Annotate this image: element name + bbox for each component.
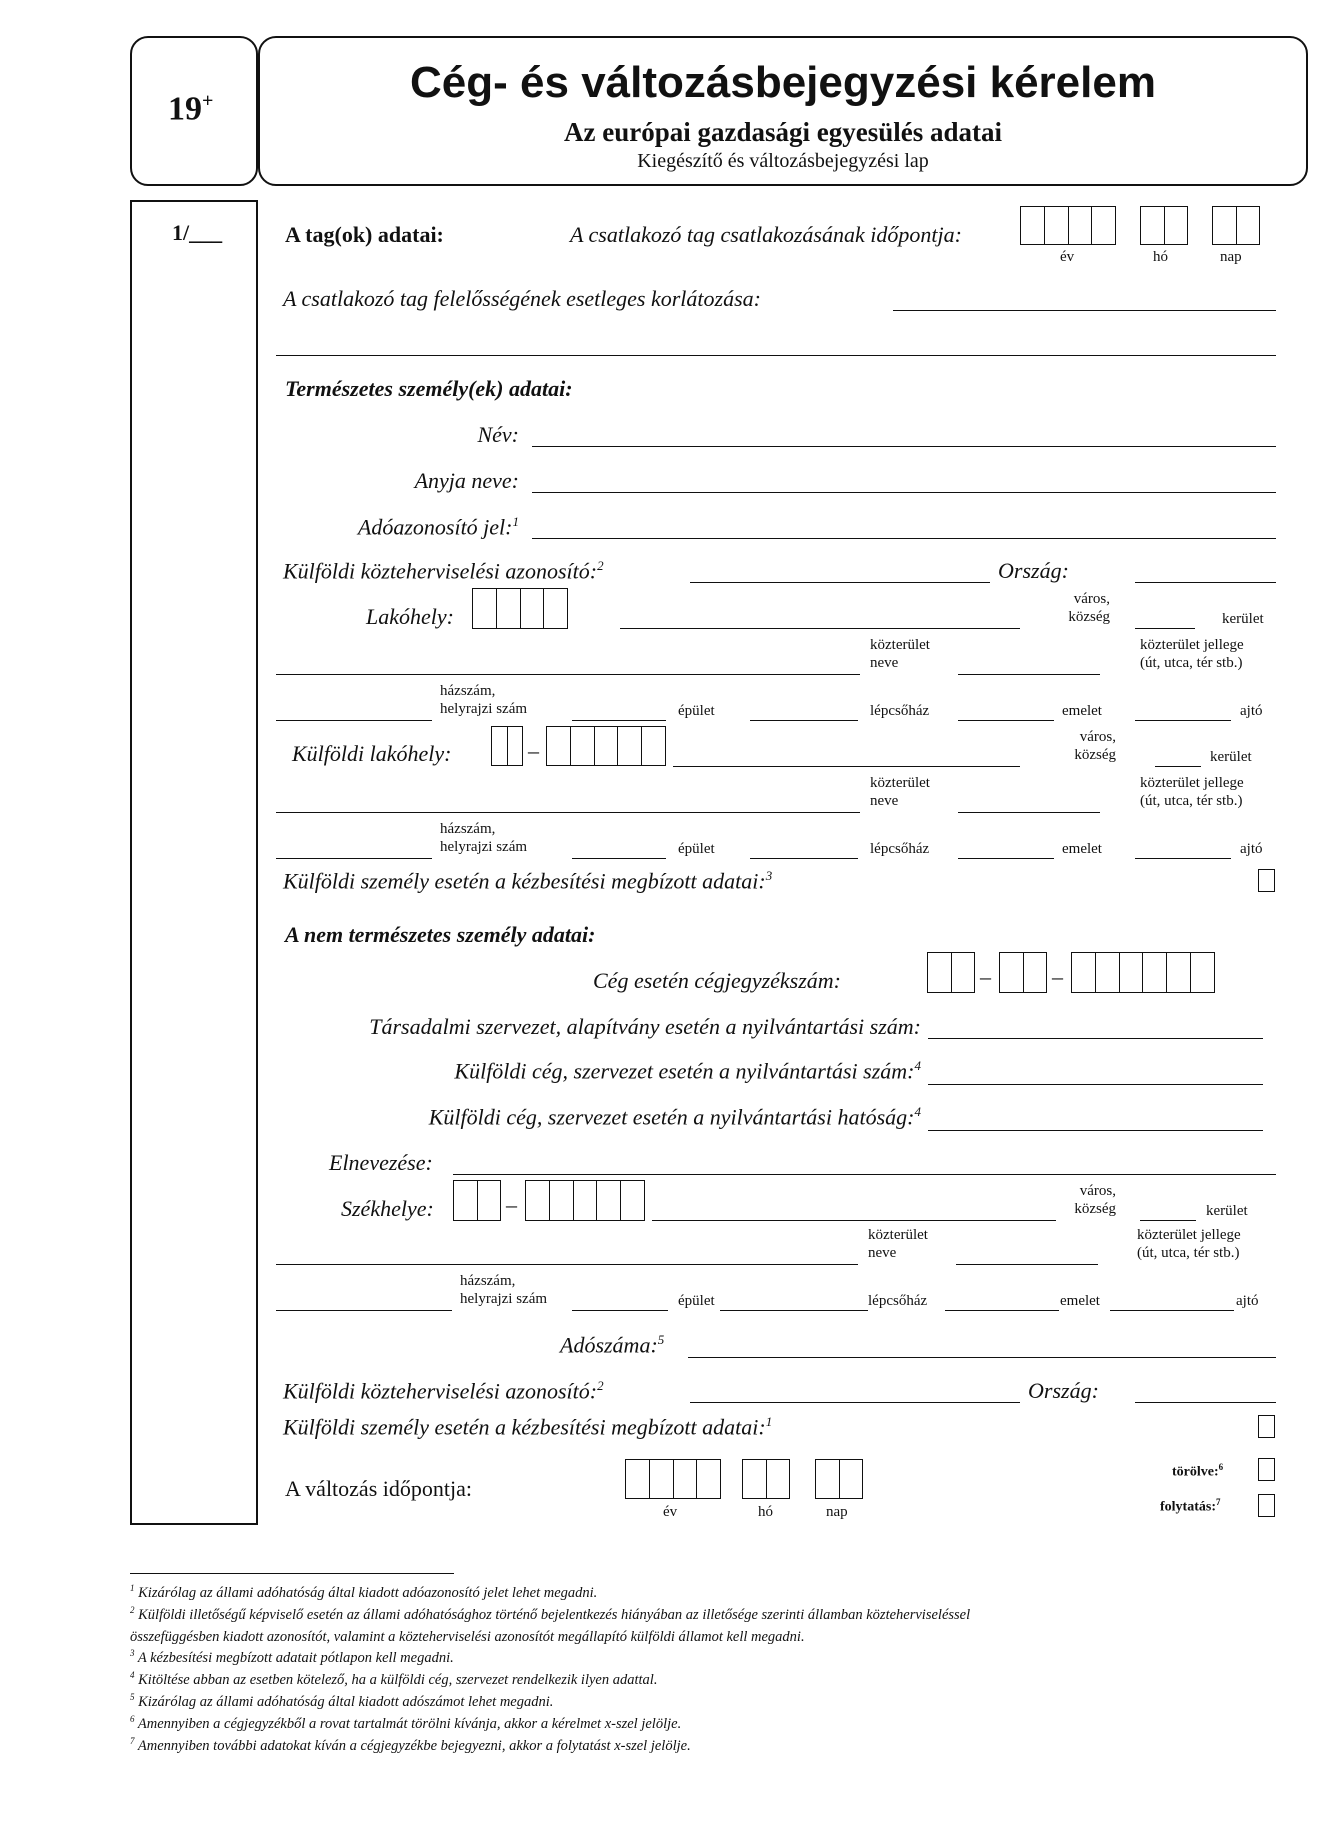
change-day-label: nap — [826, 1504, 848, 1520]
deleted-label: törölve:$^6$ — [1172, 1462, 1224, 1480]
name-label: Név: — [477, 422, 519, 447]
stairs-label: lépcsőház — [870, 703, 930, 719]
company-reg-part2[interactable] — [999, 952, 1047, 993]
title-box — [258, 36, 1308, 186]
join-month-field[interactable] — [1140, 206, 1188, 245]
continuation-label: folytatás:$^7$ — [1160, 1497, 1221, 1515]
legal-country-input[interactable] — [1135, 1402, 1276, 1403]
house-number-label: házszám, helyrajzi szám — [440, 683, 528, 717]
liability-input[interactable] — [893, 310, 1276, 311]
foreign-tax-input[interactable] — [690, 582, 990, 583]
country-label: Ország: — [998, 558, 1069, 583]
join-date-label: A csatlakozó tag csatlakozásának időpontja: — [570, 222, 962, 247]
delivery-agent-checkbox[interactable] — [1258, 869, 1275, 892]
foreign-auth-input[interactable] — [928, 1130, 1263, 1131]
footnote: $^6$ Amennyiben a cégjegyzékből a rovat tartalmát törölni kívánja, akkor a kérelmet x-szel jelölje. — [130, 1713, 682, 1732]
postcode-field[interactable] — [472, 588, 568, 629]
foreign-auth-label: Külföldi cég, szervezet esetén a nyilvántartási hatóság:$^4$ — [428, 1104, 921, 1130]
legal-foreign-tax-label: Külföldi közteherviselési azonosító:$^2$ — [283, 1378, 604, 1404]
seat-street-type-input[interactable] — [956, 1264, 1098, 1265]
foreign-residence-label: Külföldi lakóhely: — [292, 741, 452, 766]
seat-stairs-input[interactable] — [720, 1310, 868, 1311]
seat-street-name-input[interactable] — [276, 1264, 858, 1265]
join-day-field[interactable] — [1212, 206, 1260, 245]
foreign-district-label: kerület — [1210, 749, 1252, 765]
building-label: épület — [678, 703, 715, 719]
change-month-label: hó — [758, 1504, 773, 1520]
org-reg-input[interactable] — [928, 1038, 1263, 1039]
street-name-input[interactable] — [276, 674, 860, 675]
foreign-city-label: város, község — [1074, 729, 1116, 763]
month-label: hó — [1153, 249, 1168, 265]
liability-input-2[interactable] — [276, 355, 1276, 356]
foreign-stairs-input[interactable] — [750, 858, 858, 859]
legal-heading: A nem természetes személy adatai: — [285, 922, 596, 947]
legal-country-label: Ország: — [1028, 1378, 1099, 1403]
seat-house-number-input[interactable] — [276, 1310, 452, 1311]
foreign-tax-label: Külföldi közteherviselési azonosító:$^2$ — [283, 558, 604, 584]
company-reg-label: Cég esetén cégjegyzékszám: — [593, 968, 842, 993]
building-input[interactable] — [572, 720, 666, 721]
seat-district-input[interactable] — [1140, 1220, 1196, 1221]
legal-delivery-agent-label: Külföldi személy esetén a kézbesítési megbízott adatai:$^1$ — [283, 1414, 773, 1440]
legal-name-input[interactable] — [453, 1174, 1276, 1175]
floor-input[interactable] — [958, 720, 1054, 721]
page-subsubtitle: Kiegészítő és változásbejegyzési lap — [637, 150, 929, 172]
seat-door-label: ajtó — [1236, 1293, 1259, 1309]
org-reg-label: Társadalmi szervezet, alapítvány esetén a nyilvántartási szám: — [369, 1014, 921, 1039]
foreign-country-code-field[interactable] — [491, 726, 523, 766]
footnote: $^3$ A kézbesítési megbízott adatait pótlapon kell megadni. — [130, 1648, 454, 1667]
day-label: nap — [1220, 249, 1242, 265]
foreign-postcode-field[interactable] — [546, 726, 666, 766]
footnote: $^5$ Kizárólag az állami adóhatóság által kiadott adószámot lehet megadni. — [130, 1692, 554, 1710]
page-subtitle: Az európai gazdasági egyesülés adatai — [564, 117, 1002, 147]
row-number-column — [130, 200, 258, 1525]
district-input[interactable] — [1135, 628, 1195, 629]
footnote: összefüggésben kiadott azonosítót, valamint a közteherviselési azonosítót megállapító külföldi államot kell megadni. — [130, 1628, 805, 1645]
seat-floor-input[interactable] — [945, 1310, 1059, 1311]
foreign-floor-input[interactable] — [958, 858, 1054, 859]
row-number: 1/___ — [172, 220, 223, 245]
tax-id-label: Adóazonosító jel:$^1$ — [357, 514, 519, 540]
street-name-label: közterület neve — [870, 637, 930, 671]
seat-city-label: város, község — [1074, 1183, 1116, 1217]
country-input[interactable] — [1135, 582, 1276, 583]
company-reg-part1[interactable] — [927, 952, 975, 993]
foreign-street-type-label: közterület jellege (út, utca, tér stb.) — [1140, 775, 1244, 809]
change-year-field[interactable] — [625, 1459, 721, 1499]
continuation-checkbox[interactable] — [1258, 1494, 1275, 1517]
tax-number-label: Adószáma:$^5$ — [560, 1332, 665, 1358]
change-year-label: év — [663, 1504, 678, 1520]
mother-name-input[interactable] — [532, 492, 1276, 493]
name-input[interactable] — [532, 446, 1276, 447]
footnote: $^4$ Kitöltése abban az esetben kötelező, ha a külföldi cég, szervezet rendelkezik ilyen adattal. — [130, 1670, 658, 1689]
deleted-checkbox[interactable] — [1258, 1458, 1275, 1481]
footnote: $^2$ Külföldi illetőségű képviselő esetén az állami adóhatósághoz történő bejelentkezés hiányában az illetősége szerinti államban közteherviseléssel — [130, 1604, 971, 1623]
city-label: város, község — [1068, 591, 1110, 625]
footnote-separator — [130, 1573, 454, 1574]
seat-building-input[interactable] — [572, 1310, 668, 1311]
foreign-building-label: épület — [678, 841, 715, 857]
foreign-building-input[interactable] — [572, 858, 666, 859]
seat-building-label: épület — [678, 1293, 715, 1309]
form-number: 19+ — [168, 90, 214, 128]
legal-delivery-agent-checkbox[interactable] — [1258, 1415, 1275, 1438]
seat-stairs-label: lépcsőház — [868, 1293, 928, 1309]
footnote: $^1$ Kizárólag az állami adóhatóság által kiadott adóazonosító jelet lehet megadni. — [130, 1583, 598, 1601]
footnote: $^7$ Amennyiben további adatokat kíván a cégjegyzékbe bejegyezni, akkor a folytatást x-szel jelölje. — [130, 1735, 691, 1754]
stairs-input[interactable] — [750, 720, 858, 721]
foreign-house-number-label: házszám, helyrajzi szám — [440, 821, 528, 855]
city-input[interactable] — [620, 628, 1020, 629]
seat-street-type-label: közterület jellege (út, utca, tér stb.) — [1137, 1227, 1241, 1261]
foreign-street-type-input[interactable] — [958, 812, 1100, 813]
company-reg-part3[interactable] — [1071, 952, 1215, 993]
members-heading: A tag(ok) adatai: — [285, 222, 444, 247]
seat-door-input[interactable] — [1110, 1310, 1234, 1311]
district-label: kerület — [1222, 611, 1264, 627]
tax-id-input[interactable] — [532, 538, 1276, 539]
dash: – — [528, 738, 539, 763]
foreign-district-input[interactable] — [1155, 766, 1201, 767]
foreign-reg-label: Külföldi cég, szervezet esetén a nyilvántartási szám:$^4$ — [454, 1058, 921, 1084]
mother-name-label: Anyja neve: — [414, 468, 519, 493]
tax-number-input[interactable] — [688, 1357, 1276, 1358]
delivery-agent-label: Külföldi személy esetén a kézbesítési megbízott adatai:$^3$ — [283, 868, 773, 894]
street-type-input[interactable] — [958, 674, 1100, 675]
year-label: év — [1060, 249, 1075, 265]
foreign-house-number-input[interactable] — [276, 858, 432, 859]
street-type-label: közterület jellege (út, utca, tér stb.) — [1140, 637, 1244, 671]
footnotes — [130, 1580, 1280, 1755]
door-input[interactable] — [1135, 720, 1231, 721]
change-day-field[interactable] — [815, 1459, 863, 1499]
seat-postcode-field[interactable] — [525, 1180, 645, 1221]
legal-name-label: Elnevezése: — [329, 1150, 433, 1175]
floor-label: emelet — [1062, 703, 1102, 719]
change-month-field[interactable] — [742, 1459, 790, 1499]
foreign-city-input[interactable] — [673, 766, 1020, 767]
seat-country-code-field[interactable] — [453, 1180, 501, 1221]
seat-floor-label: emelet — [1060, 1293, 1100, 1309]
door-label: ajtó — [1240, 703, 1263, 719]
seat-label: Székhelye: — [341, 1196, 434, 1221]
foreign-street-name-input[interactable] — [276, 812, 860, 813]
foreign-reg-input[interactable] — [928, 1084, 1263, 1085]
foreign-floor-label: emelet — [1062, 841, 1102, 857]
change-date-label: A változás időpontja: — [285, 1476, 472, 1501]
join-year-field[interactable] — [1020, 206, 1116, 245]
foreign-door-input[interactable] — [1135, 858, 1231, 859]
seat-city-input[interactable] — [652, 1220, 1056, 1221]
house-number-input[interactable] — [276, 720, 432, 721]
seat-house-number-label: házszám, helyrajzi szám — [460, 1273, 548, 1307]
dash: – — [1052, 964, 1063, 989]
form-number-box — [130, 36, 258, 186]
seat-street-name-label: közterület neve — [868, 1227, 928, 1261]
legal-foreign-tax-input[interactable] — [690, 1402, 1020, 1403]
natural-heading: Természetes személy(ek) adatai: — [285, 376, 573, 401]
foreign-door-label: ajtó — [1240, 841, 1263, 857]
foreign-street-name-label: közterület neve — [870, 775, 930, 809]
dash: – — [980, 964, 991, 989]
seat-district-label: kerület — [1206, 1203, 1248, 1219]
foreign-stairs-label: lépcsőház — [870, 841, 930, 857]
dash: – — [506, 1192, 517, 1217]
liability-label: A csatlakozó tag felelősségének esetleges korlátozása: — [283, 286, 761, 311]
page-title: Cég- és változásbejegyzési kérelem — [410, 58, 1156, 107]
residence-label: Lakóhely: — [366, 604, 454, 629]
